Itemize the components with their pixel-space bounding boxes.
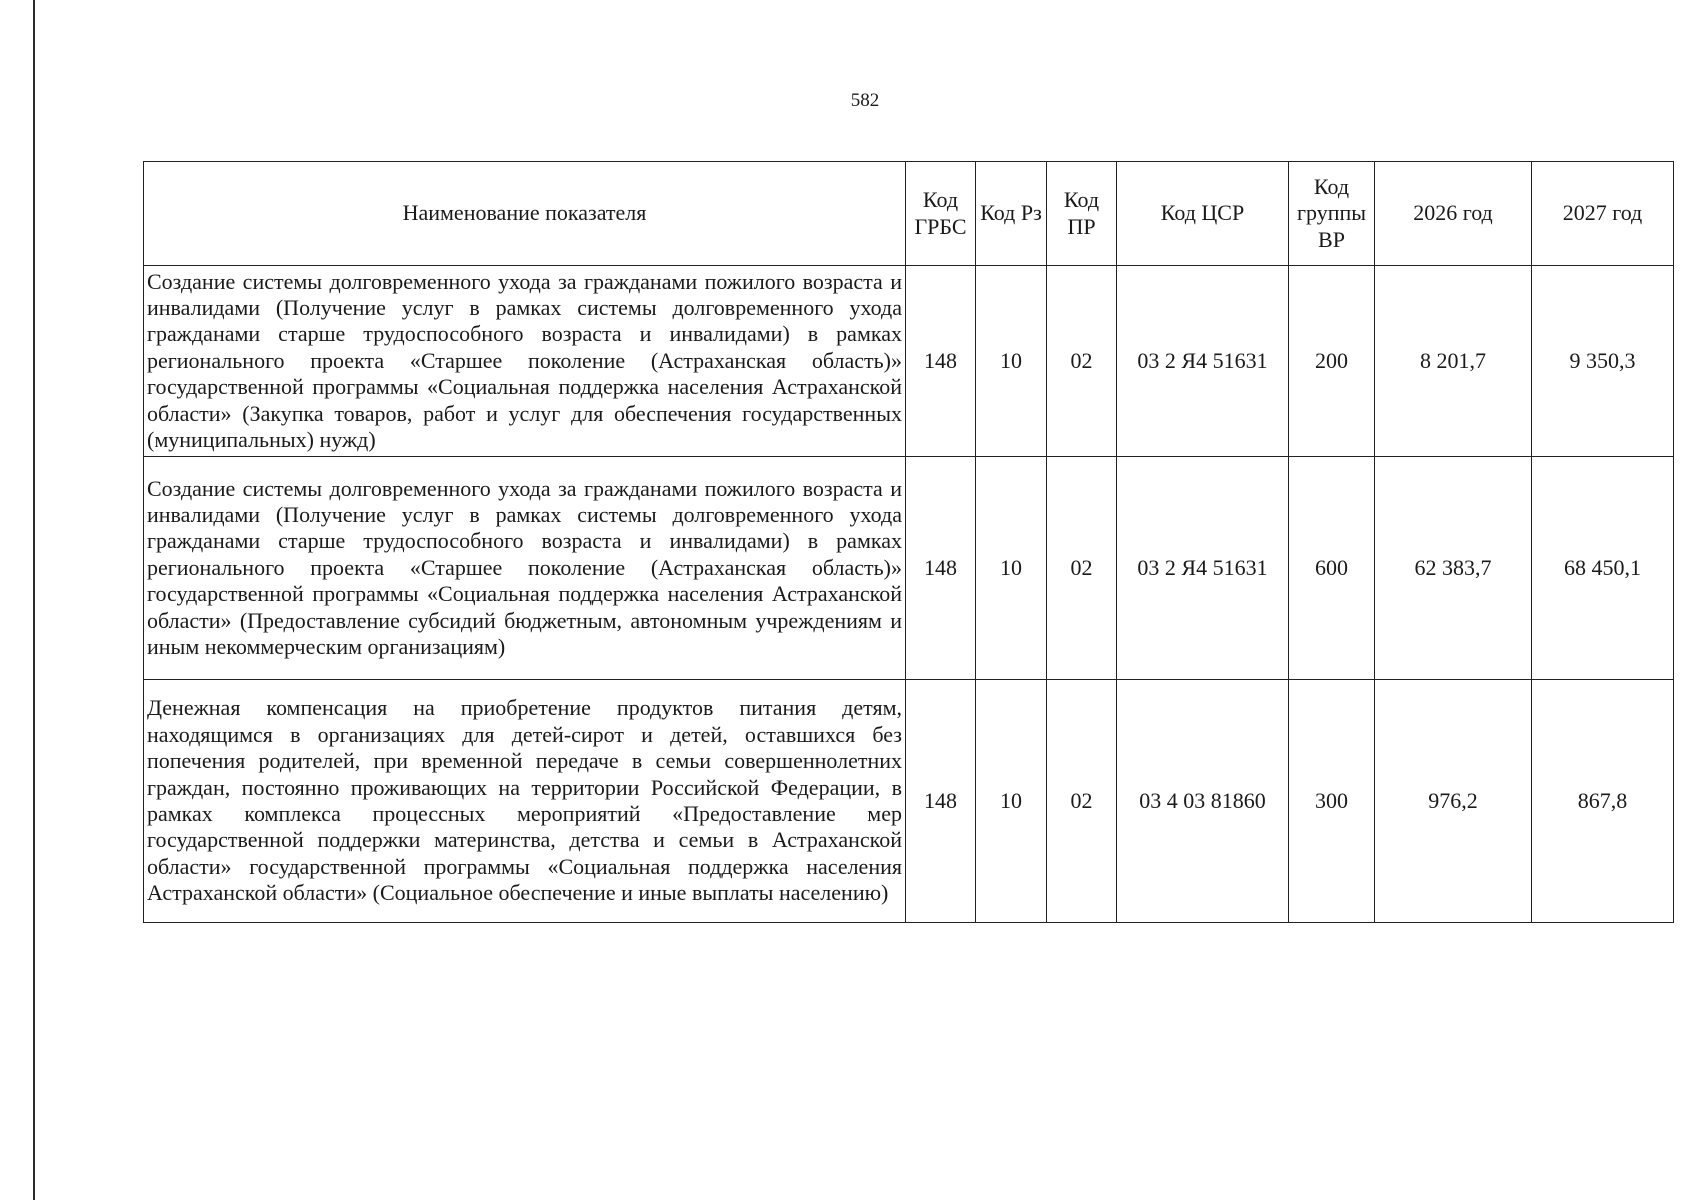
grbs-code: 148 <box>906 266 976 457</box>
header-pr: Код ПР <box>1047 162 1117 266</box>
pr-code: 02 <box>1047 266 1117 457</box>
table-row <box>144 266 1674 457</box>
amount-2026: 62 383,7 <box>1375 457 1532 680</box>
rz-code: 10 <box>976 457 1047 680</box>
header-2026: 2026 год <box>1375 162 1532 266</box>
page-number: 582 <box>850 90 880 111</box>
header-csr: Код ЦСР <box>1117 162 1289 266</box>
csr-code: 03 2 Я4 51631 <box>1117 266 1289 457</box>
amount-2027: 9 350,3 <box>1532 266 1674 457</box>
table-row <box>144 457 1674 680</box>
amount-2026: 8 201,7 <box>1375 266 1532 457</box>
vr-code: 300 <box>1289 680 1375 923</box>
vr-code: 600 <box>1289 457 1375 680</box>
amount-2027: 867,8 <box>1532 680 1674 923</box>
indicator-name: Денежная компенсация на приобретение продуктов питания детям, находящимся в организациях для детей-сирот и детей, оставшихся без попечения родителей, при временной передаче в семьи совершеннолетних граждан, постоянно проживающих на территории Российской Федерации, в рамках комплекса процессных мероприятий «Предоставление мер государственной поддержки материнства, детства и семьи в Астраханской области» государственной программы «Социальная поддержка населения Астраханской области» (Социальное обеспечение и иные выплаты населению) <box>144 680 906 923</box>
header-name: Наименование показателя <box>144 162 906 266</box>
pr-code: 02 <box>1047 680 1117 923</box>
table-header-row <box>144 162 1674 266</box>
amount-2026: 976,2 <box>1375 680 1532 923</box>
grbs-code: 148 <box>906 457 976 680</box>
rz-code: 10 <box>976 266 1047 457</box>
header-2027: 2027 год <box>1532 162 1674 266</box>
csr-code: 03 4 03 81860 <box>1117 680 1289 923</box>
vr-code: 200 <box>1289 266 1375 457</box>
header-vr: Код группы ВР <box>1289 162 1375 266</box>
rz-code: 10 <box>976 680 1047 923</box>
csr-code: 03 2 Я4 51631 <box>1117 457 1289 680</box>
indicator-name: Создание системы долговременного ухода за гражданами пожилого возраста и инвалидами (Получение услуг в рамках системы долговременного ухода гражданами старше трудоспособного возраста и инвалидами) в рамках регионального проекта «Старшее поколение (Астраханская область)» государственной программы «Социальная поддержка населения Астраханской области» (Закупка товаров, работ и услуг для обеспечения государственных (муниципальных) нужд) <box>144 266 906 457</box>
indicator-name: Создание системы долговременного ухода за гражданами пожилого возраста и инвалидами (Получение услуг в рамках системы долговременного ухода гражданами старше трудоспособного возраста и инвалидами) в рамках регионального проекта «Старшее поколение (Астраханская область)» государственной программы «Социальная поддержка населения Астраханской области» (Предоставление субсидий бюджетным, автономным учреждениям и иным некоммерческим организациям) <box>144 457 906 680</box>
pr-code: 02 <box>1047 457 1117 680</box>
budget-table <box>143 161 1674 923</box>
left-margin-line <box>33 0 35 1200</box>
amount-2027: 68 450,1 <box>1532 457 1674 680</box>
grbs-code: 148 <box>906 680 976 923</box>
header-grbs: Код ГРБС <box>906 162 976 266</box>
header-rz: Код Рз <box>976 162 1047 266</box>
table-row <box>144 680 1674 923</box>
